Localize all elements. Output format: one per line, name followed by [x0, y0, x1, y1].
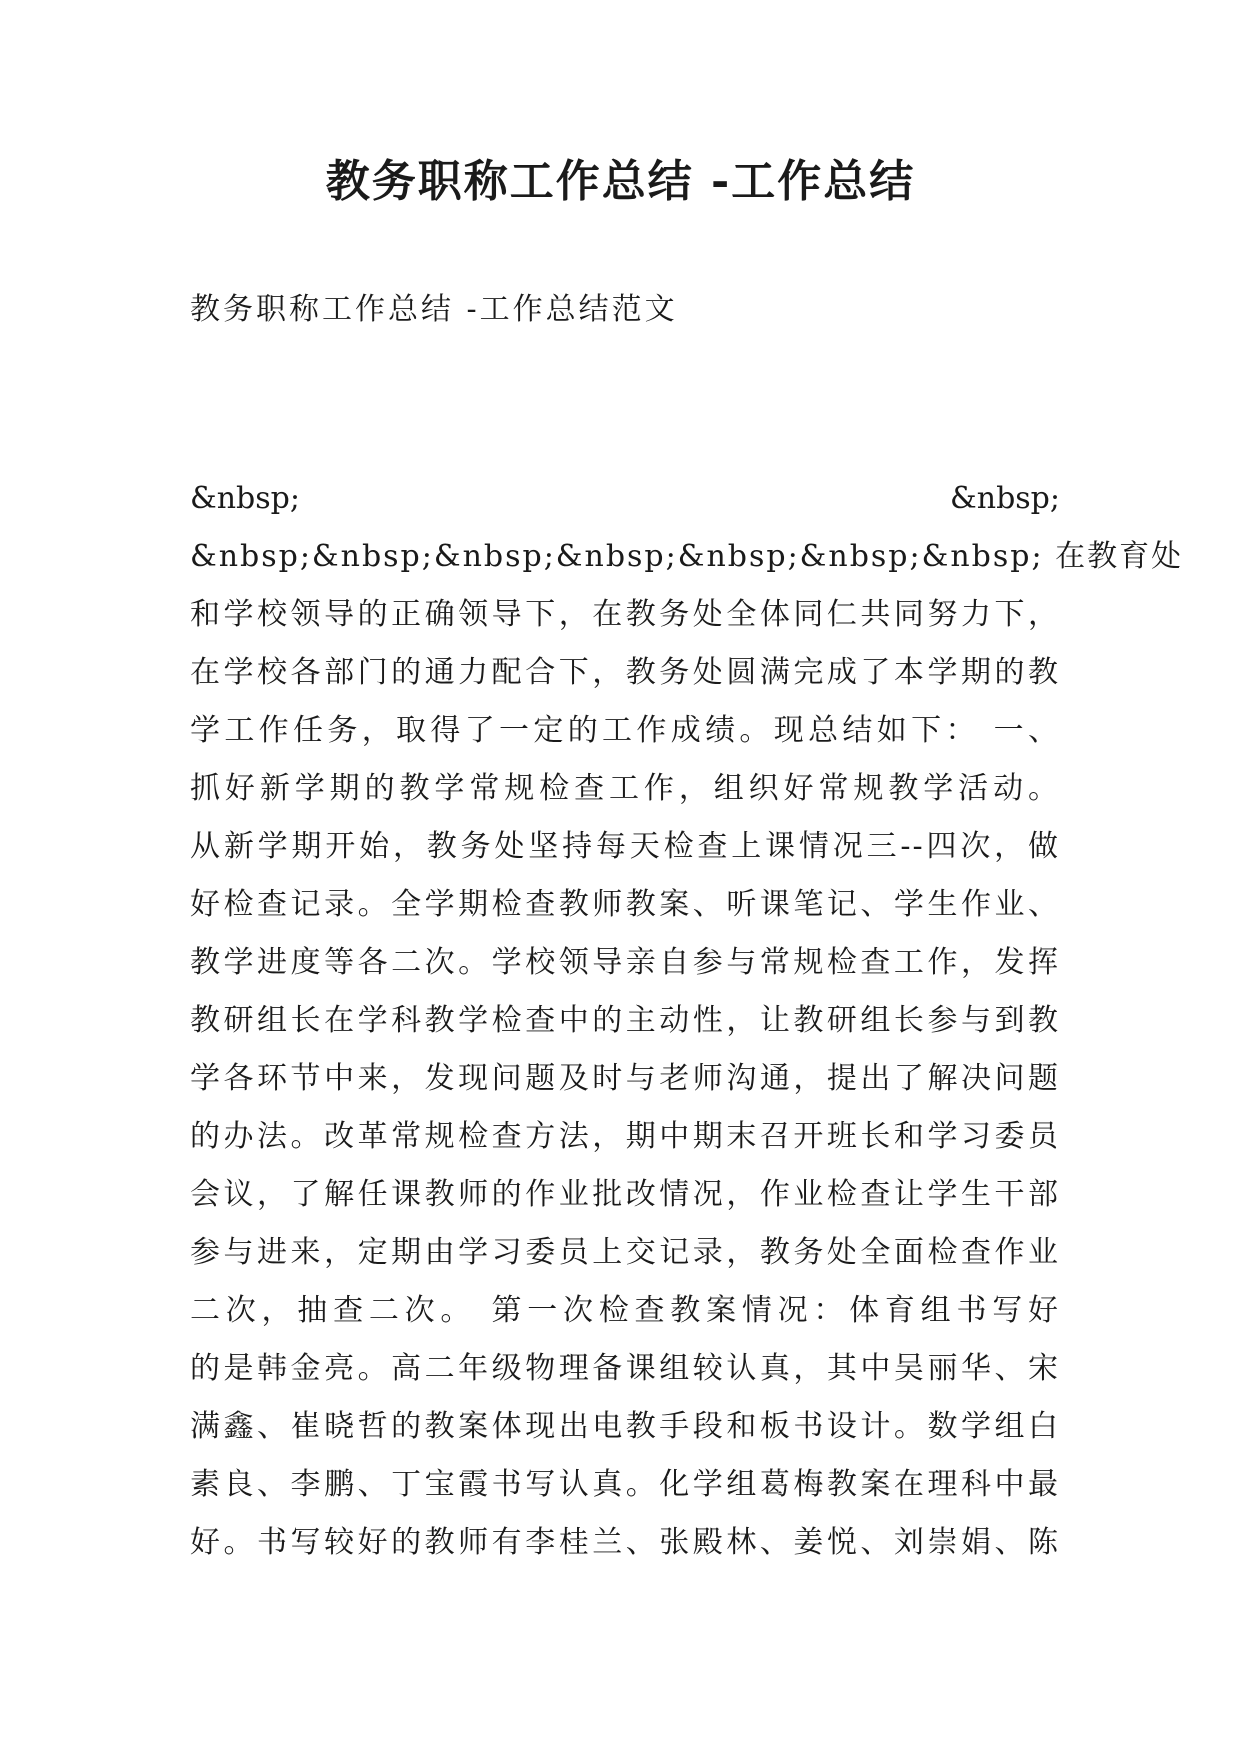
body-line: 的是韩金亮。高二年级物理备课组较认真，其中吴丽华、宋: [190, 1351, 1060, 1386]
document-title: 教务职称工作总结 -工作总结: [325, 156, 916, 207]
body-line: 好。书写较好的教师有李桂兰、张殿林、姜悦、刘崇娟、陈: [190, 1525, 1060, 1560]
document-body: [190, 470, 1184, 1572]
body-line: 教研组长在学科教学检查中的主动性，让教研组长参与到教: [190, 1003, 1060, 1038]
body-line: 学各环节中来，发现问题及时与老师沟通，提出了解决问题: [190, 1061, 1060, 1096]
body-line: 二次，抽查二次。 第一次检查教案情况：体育组书写好: [190, 1293, 1060, 1328]
body-line: 满鑫、崔晓哲的教案体现出电教手段和板书设计。数学组白: [190, 1409, 1060, 1444]
body-line: 抓好新学期的教学常规检查工作，组织好常规教学活动。: [190, 771, 1060, 806]
body-line: 学工作任务，取得了一定的工作成绩。现总结如下： 一、: [190, 713, 1060, 748]
body-line: 在学校各部门的通力配合下，教务处圆满完成了本学期的教: [190, 655, 1060, 690]
body-line: 素良、李鹏、丁宝霞书写认真。化学组葛梅教案在理科中最: [190, 1467, 1060, 1502]
body-line: &nbsp; &nbsp;: [190, 481, 1060, 516]
document-subtitle: 教务职称工作总结 -工作总结范文: [190, 292, 678, 327]
body-line: 好检查记录。全学期检查教师教案、听课笔记、学生作业、: [190, 887, 1060, 922]
body-line: 教学进度等各二次。学校领导亲自参与常规检查工作，发挥: [190, 945, 1060, 980]
body-line: 参与进来，定期由学习委员上交记录，教务处全面检查作业: [190, 1235, 1060, 1270]
body-line: 会议，了解任课教师的作业批改情况，作业检查让学生干部: [190, 1177, 1060, 1212]
body-line: 的办法。改革常规检查方法，期中期末召开班长和学习委员: [190, 1119, 1060, 1154]
body-line: &nbsp;&nbsp;&nbsp;&nbsp;&nbsp;&nbsp;&nbsp; 在教育处: [190, 539, 1184, 574]
body-line: 从新学期开始，教务处坚持每天检查上课情况三--四次，做: [190, 829, 1060, 864]
body-line: 和学校领导的正确领导下，在教务处全体同仁共同努力下，: [190, 597, 1060, 632]
